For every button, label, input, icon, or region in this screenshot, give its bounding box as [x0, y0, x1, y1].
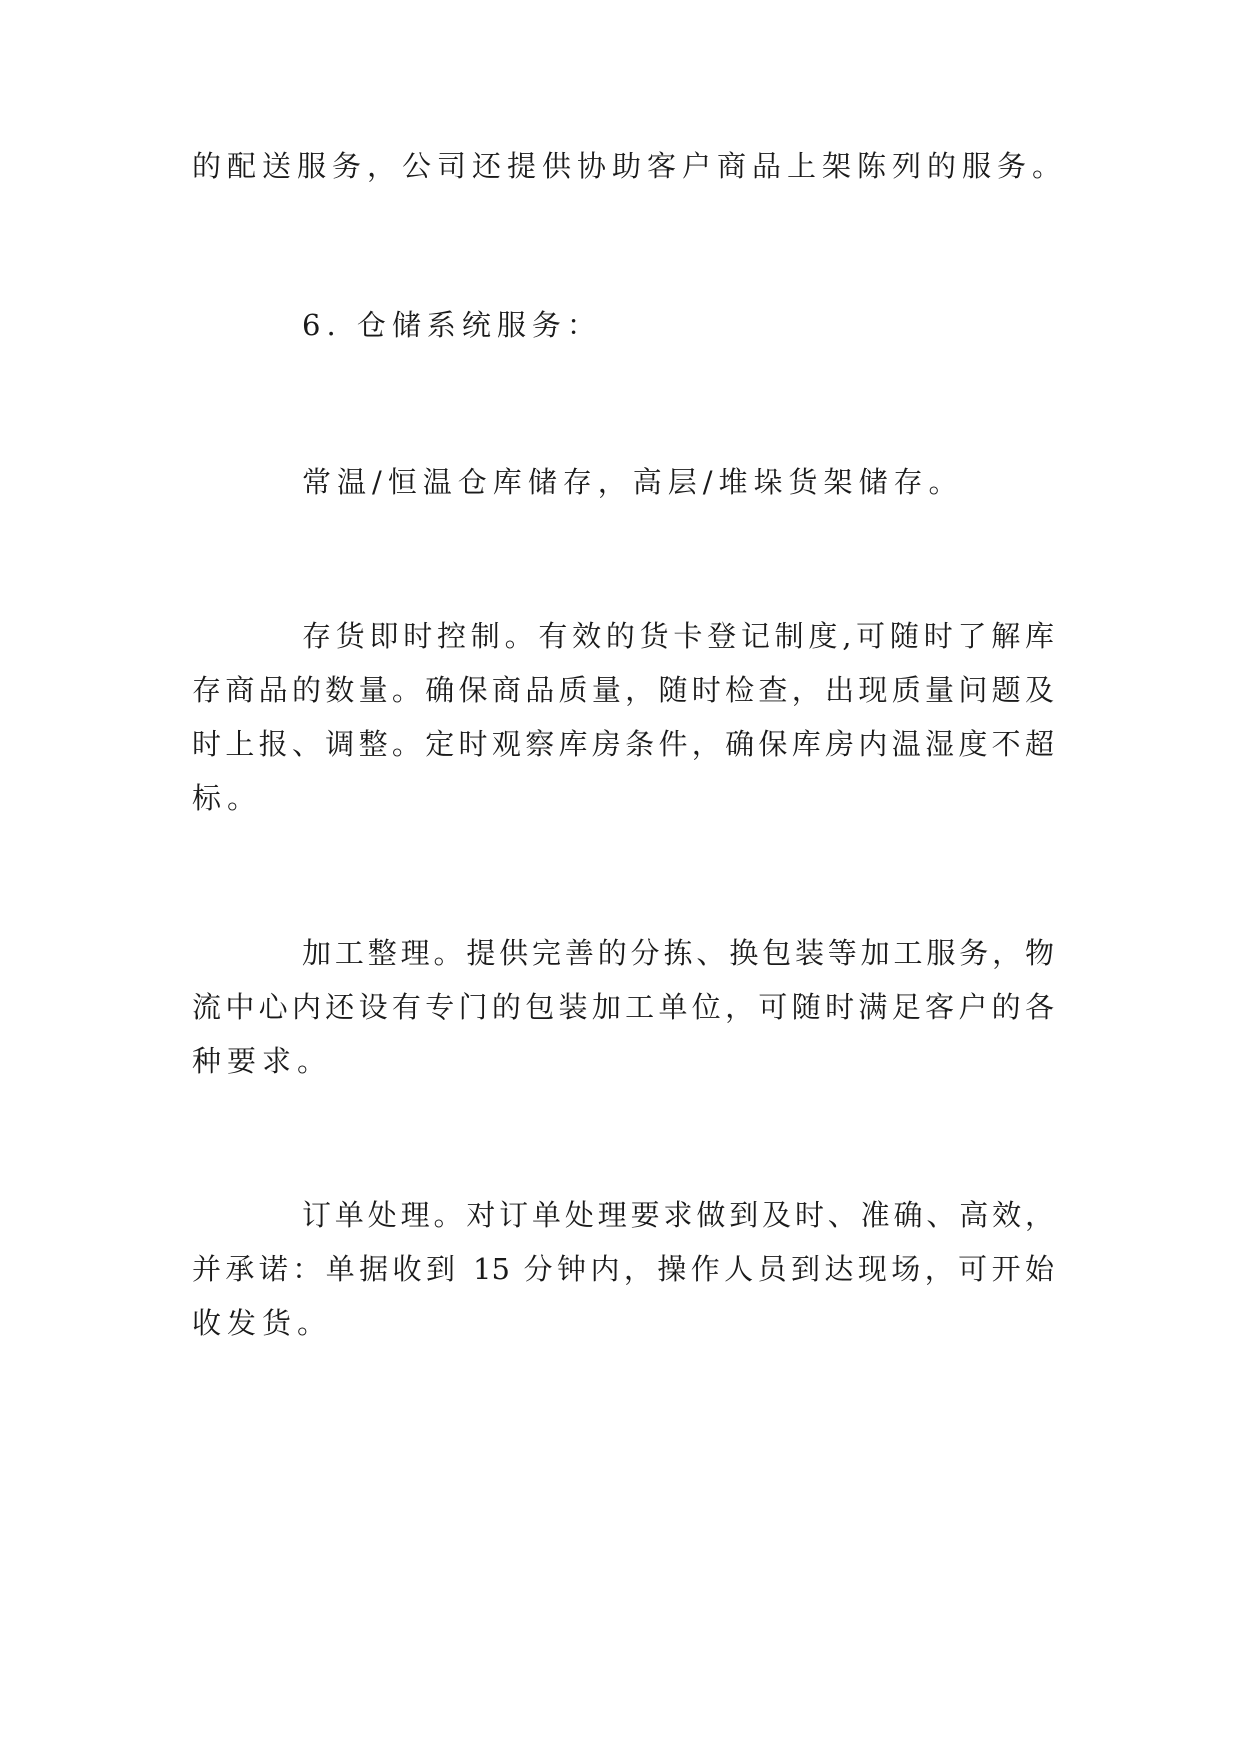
section-heading: 6. 仓储系统服务：	[302, 308, 602, 342]
paragraph-line: 的配送服务，公司还提供协助客户商品上架陈列的服务。	[192, 149, 1068, 183]
paragraph-line: 时上报、调整。定时观察库房条件，确保库房内温湿度不超	[192, 727, 1054, 761]
paragraph-line: 订单处理。对订单处理要求做到及时、准确、高效，	[302, 1198, 1054, 1232]
paragraph-line: 种要求。	[192, 1044, 333, 1078]
paragraph-line: 常温/恒温仓库储存，高层/堆垛货架储存。	[302, 465, 964, 499]
paragraph-line: 并承诺：单据收到 15 分钟内，操作人员到达现场，可开始	[192, 1252, 1054, 1286]
paragraph-line: 流中心内还设有专门的包装加工单位，可随时满足客户的各	[192, 990, 1054, 1024]
paragraph-line: 加工整理。提供完善的分拣、换包装等加工服务，物	[302, 936, 1054, 970]
paragraph-line: 存货即时控制。有效的货卡登记制度,可随时了解库	[302, 619, 1054, 653]
paragraph-line: 标。	[192, 781, 263, 815]
paragraph-line: 收发货。	[192, 1306, 333, 1340]
paragraph-line: 存商品的数量。确保商品质量，随时检查，出现质量问题及	[192, 673, 1054, 707]
